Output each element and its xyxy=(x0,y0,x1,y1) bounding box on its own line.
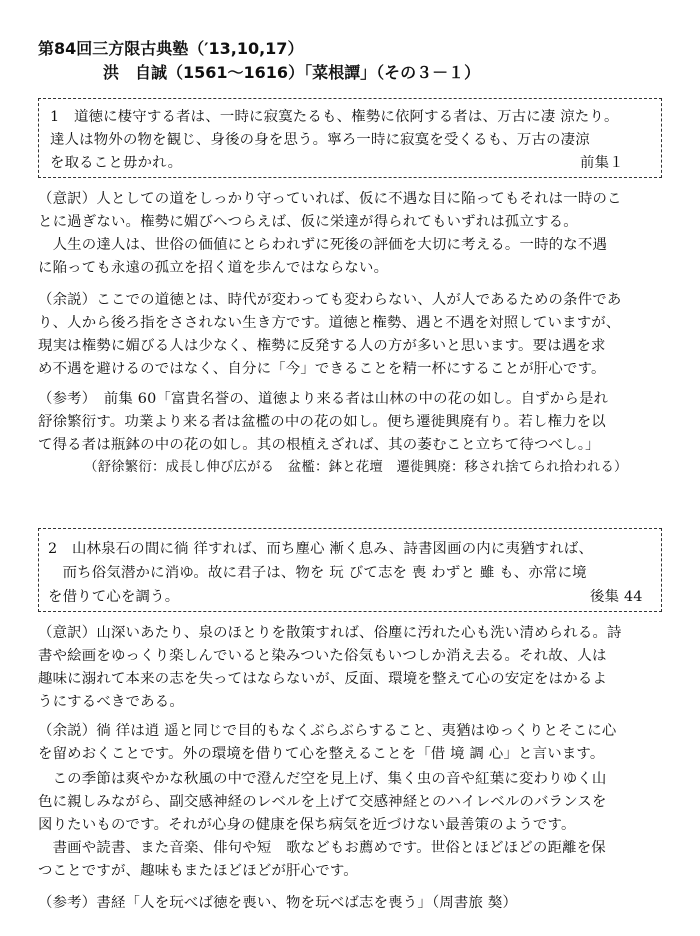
quote-line: 1 道徳に棲守する者は、一時に寂寞たるも、権勢に依阿する者は、万古に凄 涼たり。 xyxy=(50,109,619,125)
paragraph-line: 書画や読書、また音楽、俳句や短 歌などもお薦めです。世俗とほどほどの距離を保 xyxy=(38,840,606,856)
paragraph-line: て得る者は瓶鉢の中の花の如し。其の根植えざれば、其の萎むこと立ちて待つべし。」 xyxy=(38,437,600,453)
paragraph-line: 人生の達人は、世俗の価値にとらわれずに死後の評価を大切に考える。一時的な不遇 xyxy=(38,237,608,253)
quote-line: 而ち俗気潜かに消ゆ。故に君子は、物を 玩 びて志を 喪 わずと 雖 も、亦常に境 xyxy=(48,565,587,581)
page-title: 第84回三方限古典塾（′13,10,17） xyxy=(38,39,304,58)
paragraph-line: （意訳）山深いあたり、泉のほとりを散策すれば、俗塵に汚れた心も洗い清められる。詩 xyxy=(38,625,622,641)
quote-line: を借りて心を調う。 xyxy=(48,589,180,605)
quote-ref: 前集１ xyxy=(580,155,624,171)
quote-line: 2 山林泉石の間に徜 徉すれば、而ち塵心 漸く息み、詩書図画の内に夷猶すれば、 xyxy=(48,541,594,557)
page-subtitle: 洪 自誠（1561～1616）「菜根譚」（その３－１） xyxy=(103,63,481,82)
paragraph-line: （余説）ここでの道徳とは、時代が変わっても変わらない、人が人であるための条件であ xyxy=(38,292,622,308)
paragraph-line: め不遇を避けるのではなく、自分に「今」できることを精一杯にすることが肝心です。 xyxy=(38,361,606,377)
paragraph-line: に陥っても永遠の孤立を招く道を歩んではならない。 xyxy=(38,260,389,276)
paragraph-line: 舒徐繁衍す。功業より来る者は盆檻の中の花の如し。便ち遷徙興廃有り。若し権力を以 xyxy=(38,414,606,430)
quote-line: を取ること毋かれ。 xyxy=(50,155,183,171)
paragraph-line: とに過ぎない。権勢に媚びへつらえば、仮に栄達が得られてもいずれは孤立する。 xyxy=(38,214,578,230)
paragraph-note: （舒徐繁衍：成長し伸び広がる 盆檻：鉢と花壇 遷徙興廃：移され捨てられ拾われる） xyxy=(84,460,628,475)
paragraph-line: この季節は爽やかな秋風の中で澄んだ空を見上げ、集く虫の音や紅葉に変わりゆく山 xyxy=(38,771,607,787)
paragraph-line: （参考） 前集 60「富貴名誉の、道徳より来る者は山林の中の花の如し。自ずから是れ xyxy=(38,391,609,407)
paragraph-line: （参考）書経「人を玩べば徳を喪い、物を玩べば志を喪う」（周書旅 獒） xyxy=(38,895,518,911)
paragraph-line: 色に親しみながら、副交感神経のレベルを上げて交感神経とのハイレベルのバランスを xyxy=(38,794,607,810)
paragraph-line: り、人から後ろ指をさされない生き方です。道徳と権勢、遇と不遇を対照していますが、 xyxy=(38,315,621,331)
quote-ref: 後集 44 xyxy=(590,589,643,605)
paragraph-line: 現実は権勢に媚びる人は少なく、権勢に反発する人の方が多いと思います。要は遇を求 xyxy=(38,338,606,354)
quote-line: 達人は物外の物を観じ、身後の身を思う。寧ろ一時に寂寞を受くるも、万古の凄涼 xyxy=(50,132,590,148)
paragraph-line: 趣味に溺れて本来の志を失ってはならないが、反面、環境を整えて心の安定をはかるよ xyxy=(38,671,608,687)
paragraph-line: （意訳）人としての道をしっかり守っていれば、仮に不遇な目に陥ってもそれは一時のこ xyxy=(38,191,622,207)
paragraph-line: 書や絵画をゆっくり楽しんでいると染みついた俗気もいつしか消え去る。それ故、人は xyxy=(38,648,607,664)
paragraph-line: 図りたいものです。それが心身の健康を保ち病気を近づけない最善策のようです。 xyxy=(38,817,576,833)
paragraph-line: うにするべきである。 xyxy=(38,694,184,710)
paragraph-line: （余説）徜 徉は逍 遥と同じで目的もなくぶらぶらすること、夷猶はゆっくりとそこに心 xyxy=(38,723,617,739)
paragraph-line: つことですが、趣味もまたほどほどが肝心です。 xyxy=(38,863,358,879)
paragraph-line: を留めおくことです。外の環境を借りて心を整えることを「借 境 調 心」と言います。 xyxy=(38,746,605,762)
